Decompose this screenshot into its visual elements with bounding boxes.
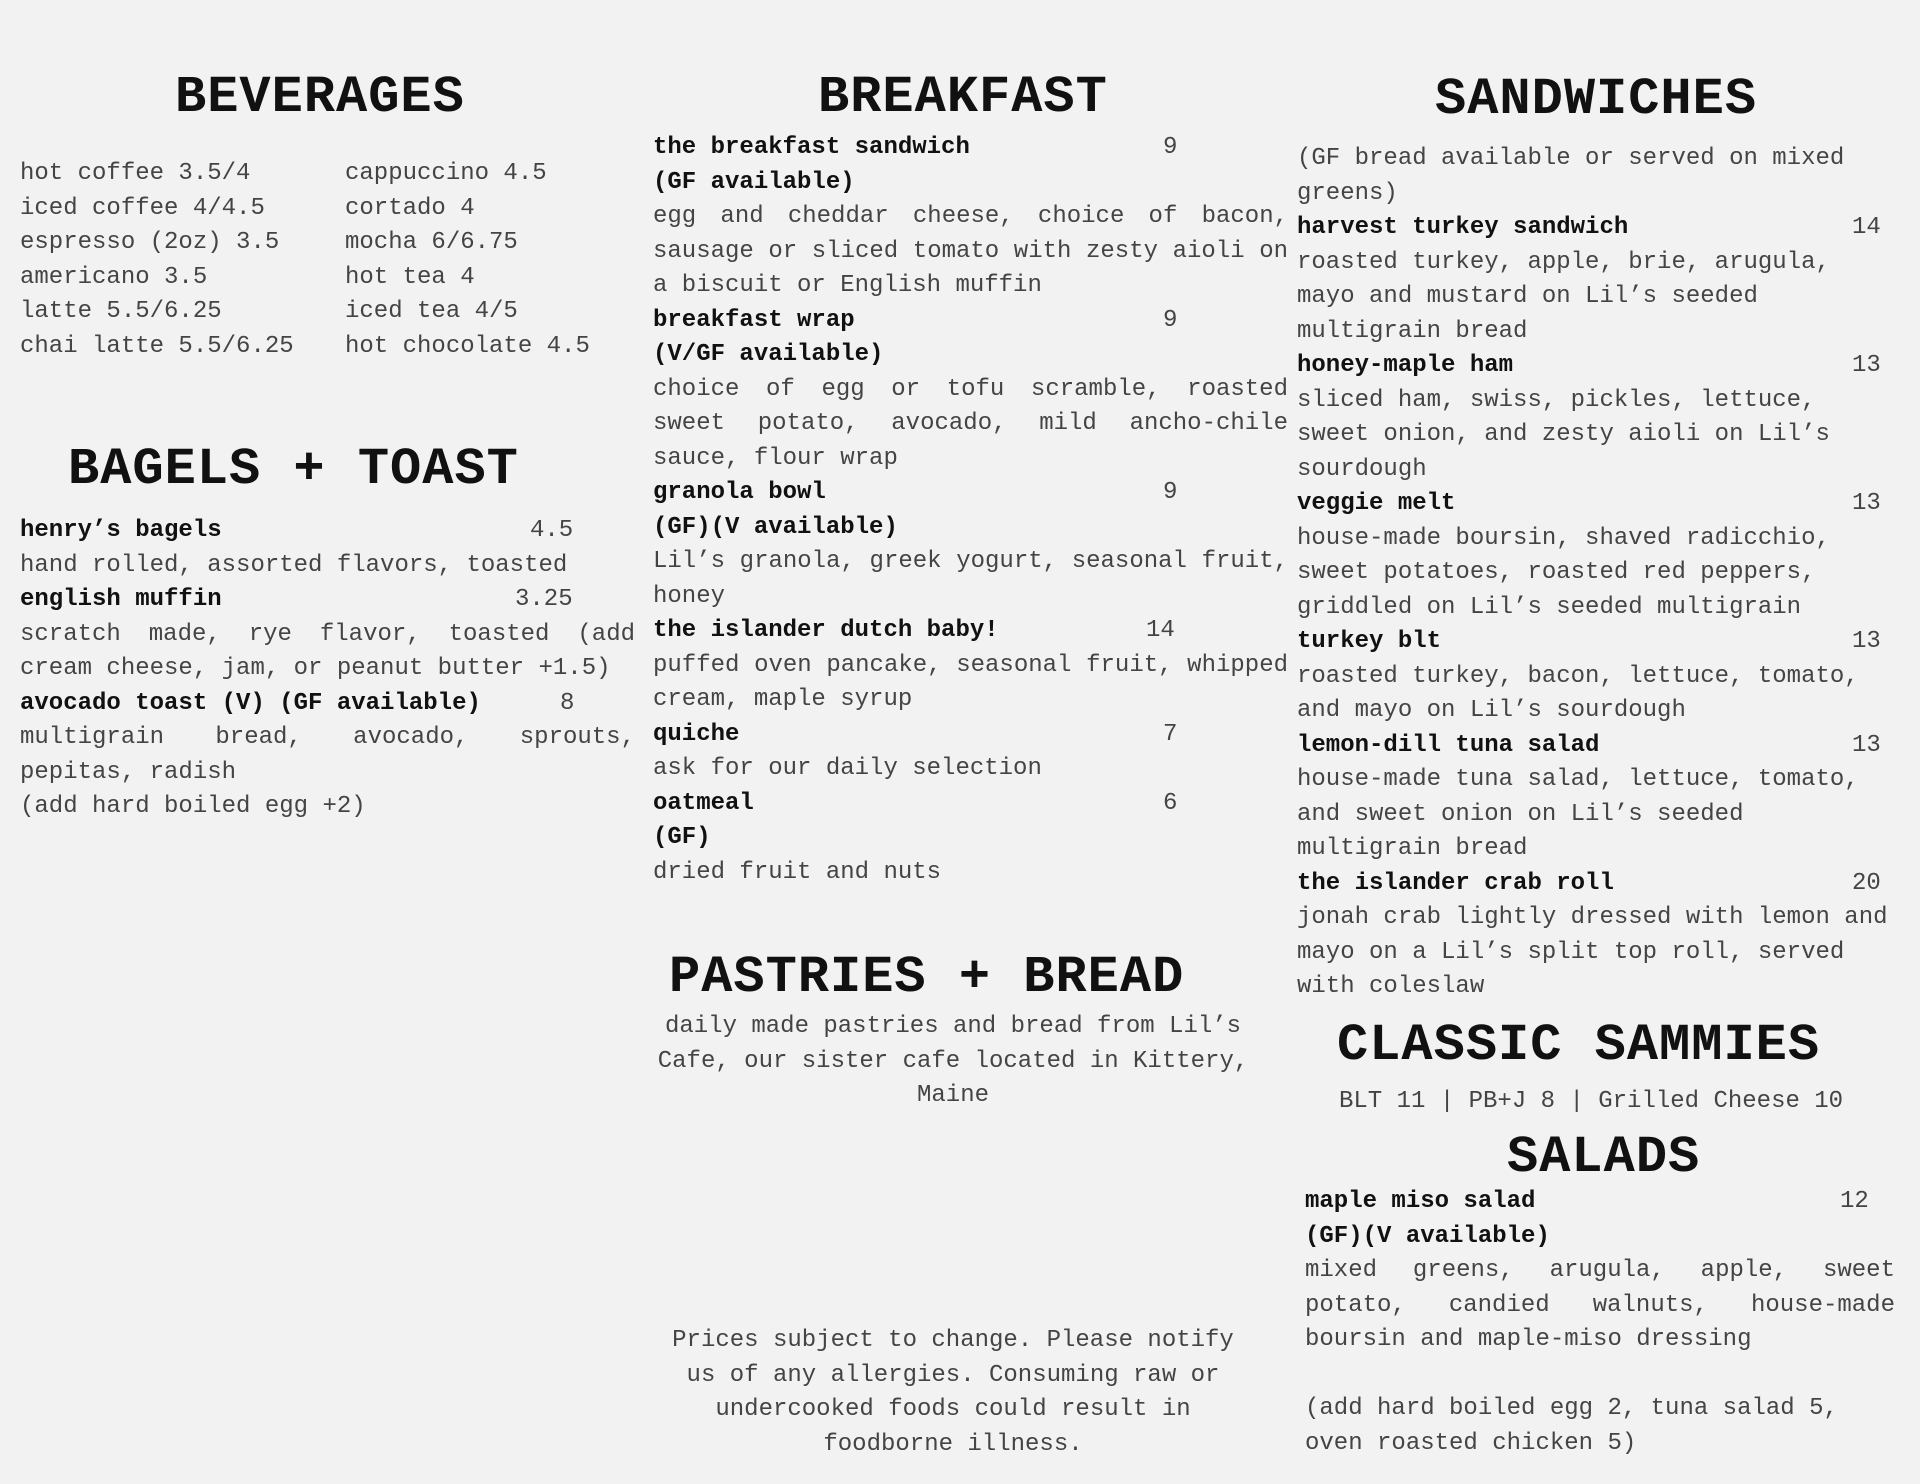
- menu-item-header: [20, 514, 635, 549]
- beverage-item: hot tea 4: [345, 263, 475, 291]
- item-name: oatmeal: [653, 789, 754, 817]
- beverage-item: iced tea 4/5: [345, 298, 518, 325]
- menu-item: [20, 514, 635, 583]
- item-price: 3.25: [515, 586, 573, 613]
- item-price: 9: [1163, 134, 1178, 161]
- beverage-item: cappuccino 4.5: [345, 160, 547, 187]
- menu-item: [20, 687, 635, 825]
- menu-item: [1297, 867, 1900, 1005]
- bagels-heading: BAGELS + TOAST: [68, 440, 519, 499]
- item-description: multigrain bread, avocado, sprouts, pepitas, radish: [20, 724, 635, 786]
- item-description: scratch made, rye flavor, toasted (add cream cheese, jam, or peanut butter +1.5): [20, 620, 635, 682]
- menu-item-header: [1297, 867, 1900, 902]
- breakfast-list: [653, 131, 1288, 890]
- item-description: roasted turkey, apple, brie, arugula, mayo and mustard on Lil’s seeded multigrain bread: [1297, 248, 1830, 345]
- menu-item-header: [653, 614, 1288, 649]
- menu-item-header: [1297, 487, 1900, 522]
- item-description: sliced ham, swiss, pickles, lettuce, sweet onion, and zesty aioli on Lil’s sourdough: [1297, 386, 1830, 483]
- item-name: henry’s bagels: [20, 517, 222, 544]
- menu-item: [653, 476, 1288, 614]
- item-name: harvest turkey sandwich: [1297, 214, 1629, 241]
- item-description: puffed oven pancake, seasonal fruit, whipped cream, maple syrup: [653, 651, 1288, 713]
- menu-item: [1297, 729, 1900, 867]
- menu-item: [1297, 625, 1900, 729]
- menu-item-header: [20, 583, 635, 618]
- item-name: turkey blt: [1297, 628, 1442, 655]
- menu-item-header: [653, 131, 1288, 166]
- item-dietary-note: (GF)(V available): [1305, 1222, 1550, 1250]
- menu-item-header: [1297, 625, 1900, 660]
- salads-list: [1305, 1185, 1895, 1461]
- beverages-column-right: [345, 157, 645, 364]
- menu-item: [1297, 211, 1900, 349]
- item-price: 6: [1163, 789, 1178, 817]
- item-price: 7: [1163, 720, 1178, 748]
- item-price: 8: [560, 689, 575, 717]
- footer-disclaimer: Prices subject to change. Please notify us of any allergies. Consuming raw or undercooked foods could result in foodborne illness.: [672, 1327, 1234, 1458]
- item-price: 14: [1852, 214, 1881, 241]
- beverages-list: [20, 157, 645, 364]
- item-description: jonah crab lightly dressed with lemon and mayo on a Lil’s split top roll, served with coleslaw: [1297, 904, 1888, 1000]
- breakfast-heading: BREAKFAST: [818, 68, 1108, 127]
- item-description: choice of egg or tofu scramble, roasted sweet potato, avocado, mild ancho-chile sauce, flour wrap: [653, 375, 1288, 472]
- item-name: quiche: [653, 720, 740, 748]
- item-price: 9: [1163, 306, 1178, 334]
- sandwiches-heading: SANDWICHES: [1435, 70, 1758, 129]
- item-price: 14: [1146, 617, 1175, 644]
- salads-heading: SALADS: [1507, 1128, 1701, 1187]
- item-price: 9: [1163, 479, 1178, 506]
- beverage-item: mocha 6/6.75: [345, 229, 518, 256]
- pastries-description: daily made pastries and bread from Lil’s Cafe, our sister cafe located in Kittery, Maine: [657, 1013, 1249, 1109]
- item-description: hand rolled, assorted flavors, toasted: [20, 551, 568, 579]
- menu-item: [653, 131, 1288, 304]
- item-price: 20: [1852, 869, 1881, 897]
- beverage-item: cortado 4: [345, 194, 475, 222]
- item-description: ask for our daily selection: [653, 755, 1042, 782]
- item-name: lemon-dill tuna salad: [1297, 731, 1600, 759]
- item-description: house-made tuna salad, lettuce, tomato, and sweet onion on Lil’s seeded multigrain bread: [1297, 766, 1859, 862]
- menu-item: [653, 787, 1288, 891]
- item-name: the breakfast sandwich: [653, 134, 970, 161]
- item-name: breakfast wrap: [653, 306, 855, 334]
- menu-item-header: [1297, 349, 1900, 384]
- sandwiches-gf-note: (GF bread available or served on mixed greens): [1297, 145, 1845, 207]
- item-price: 12: [1840, 1188, 1869, 1215]
- menu-item: [653, 614, 1288, 718]
- beverage-item: chai latte 5.5/6.25: [20, 332, 294, 360]
- sandwiches-list: [1297, 142, 1900, 1005]
- item-price: 13: [1852, 352, 1881, 379]
- item-description: Lil’s granola, greek yogurt, seasonal fruit, honey: [653, 548, 1288, 610]
- item-name: the islander crab roll: [1297, 869, 1614, 897]
- item-name: granola bowl: [653, 479, 826, 506]
- item-dietary-note: (GF available): [653, 168, 855, 196]
- beverage-item: americano 3.5: [20, 263, 208, 291]
- item-name: honey-maple ham: [1297, 352, 1514, 379]
- item-description: mixed greens, arugula, apple, sweet potato, candied walnuts, house-made boursin and maple-miso dressing: [1305, 1257, 1895, 1353]
- item-description: house-made boursin, shaved radicchio, sweet potatoes, roasted red peppers, griddled on Lil’s seeded multigrain: [1297, 524, 1830, 621]
- menu-item-header: [653, 718, 1288, 753]
- item-dietary-note: (GF): [653, 824, 711, 851]
- item-name: maple miso salad: [1305, 1188, 1536, 1215]
- item-dietary-note: (GF)(V available): [653, 513, 898, 541]
- menu-item-header: [653, 787, 1288, 822]
- item-price: 13: [1852, 490, 1881, 517]
- beverages-column-left: [20, 157, 345, 364]
- classic-sammies-list: BLT 11 | PB+J 8 | Grilled Cheese 10: [1339, 1088, 1844, 1115]
- menu-item: [20, 583, 635, 687]
- item-description: dried fruit and nuts: [653, 858, 942, 886]
- menu-item-header: [1297, 729, 1900, 764]
- beverages-heading: BEVERAGES: [175, 68, 465, 127]
- menu-item-header: [1305, 1185, 1895, 1220]
- menu-item: [653, 304, 1288, 477]
- item-name: english muffin: [20, 586, 222, 613]
- classic-sammies-heading: CLASSIC SAMMIES: [1337, 1016, 1821, 1075]
- menu-item: [1305, 1185, 1895, 1461]
- menu-item: [653, 718, 1288, 787]
- menu-item: [1297, 487, 1900, 625]
- item-dietary-note: (V/GF available): [653, 341, 884, 368]
- item-note: (add hard boiled egg +2): [20, 793, 366, 820]
- item-description: roasted turkey, bacon, lettuce, tomato, and mayo on Lil’s sourdough: [1297, 662, 1859, 724]
- item-name: veggie melt: [1297, 490, 1456, 517]
- beverage-item: hot chocolate 4.5: [345, 332, 590, 360]
- menu-item-header: [653, 304, 1288, 339]
- menu-item-header: [653, 476, 1288, 511]
- beverage-item: latte 5.5/6.25: [20, 298, 222, 325]
- item-description: egg and cheddar cheese, choice of bacon, sausage or sliced tomato with zesty aioli on a biscuit or English muffin: [653, 203, 1288, 299]
- beverage-item: iced coffee 4/4.5: [20, 194, 265, 222]
- pastries-heading: PASTRIES + BREAD: [669, 948, 1185, 1007]
- menu-item-header: [20, 687, 635, 722]
- item-name: avocado toast (V) (GF available): [20, 689, 481, 717]
- beverage-item: espresso (2oz) 3.5: [20, 229, 280, 256]
- item-addons-note: (add hard boiled egg 2, tuna salad 5, oven roasted chicken 5): [1305, 1395, 1838, 1457]
- bagels-list: [20, 514, 635, 825]
- menu-item: [1297, 349, 1900, 487]
- menu-item-header: [1297, 211, 1900, 246]
- item-name: the islander dutch baby!: [653, 617, 999, 644]
- item-price: 13: [1852, 731, 1881, 759]
- item-price: 13: [1852, 628, 1881, 655]
- item-price: 4.5: [530, 517, 574, 544]
- beverage-item: hot coffee 3.5/4: [20, 160, 251, 187]
